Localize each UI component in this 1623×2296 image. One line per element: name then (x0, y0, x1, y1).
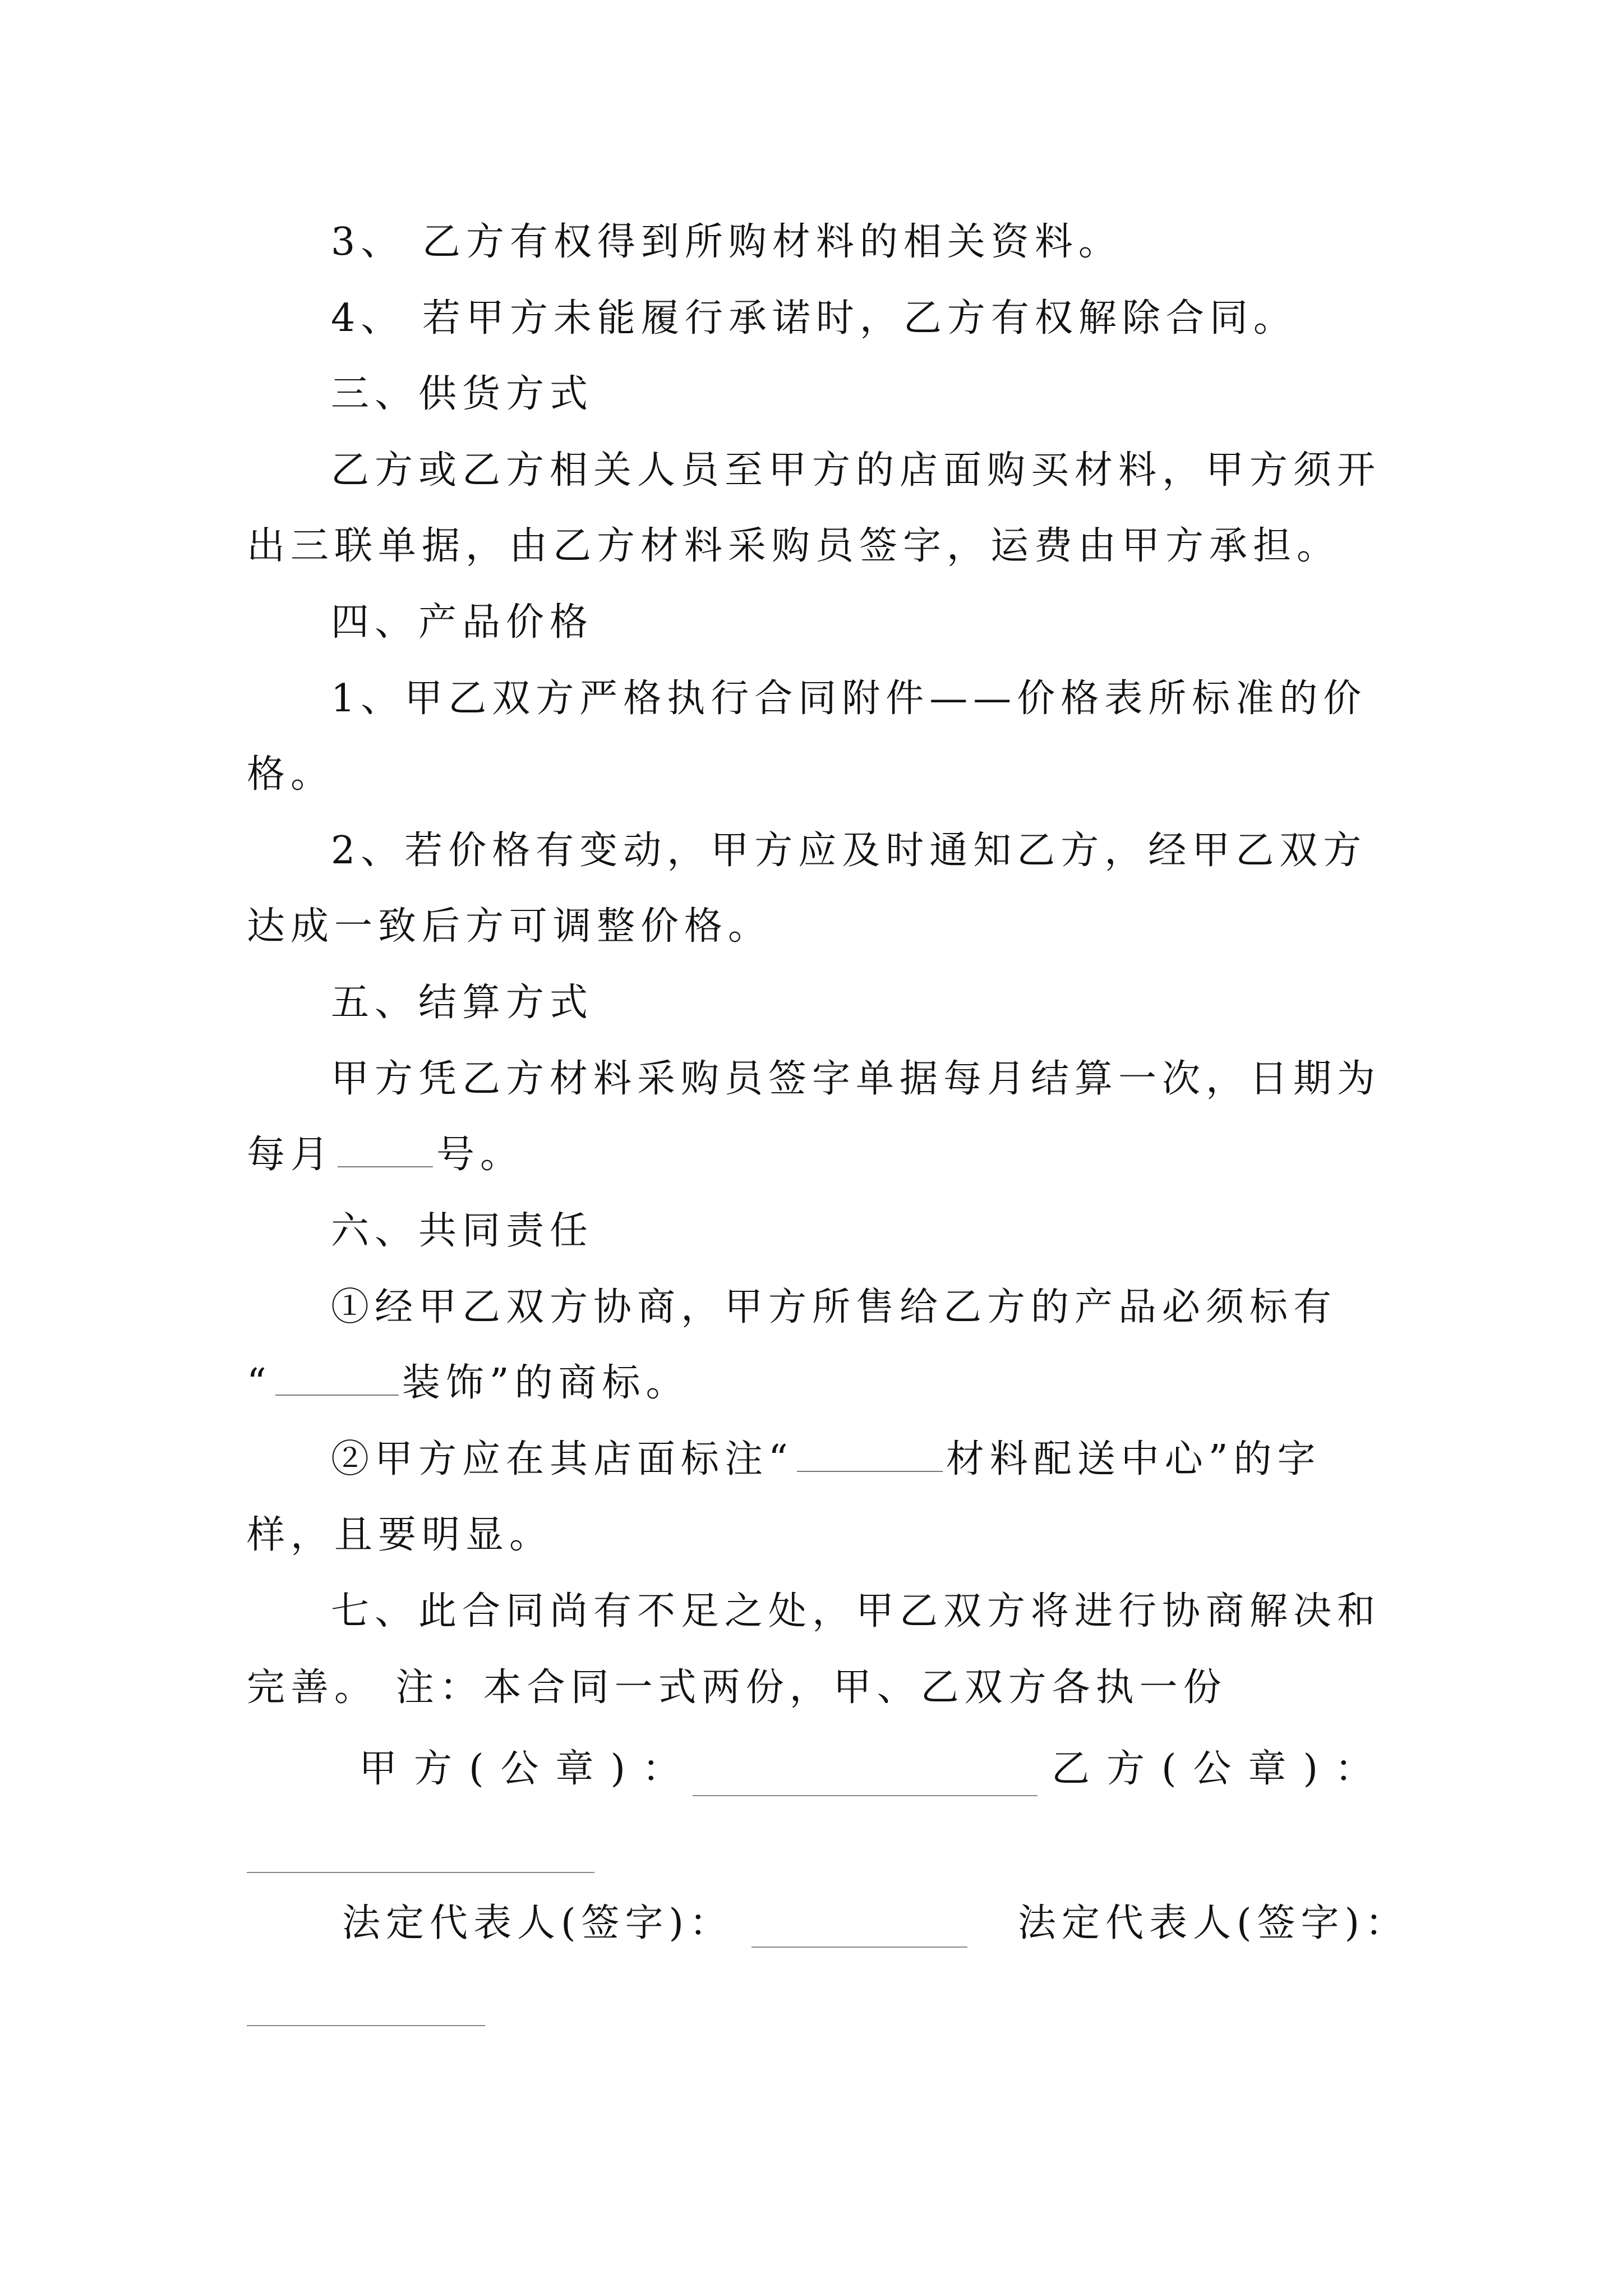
section-6-item1-line2-suffix: 装饰”的商标。 (402, 1361, 690, 1405)
item-3: 3、 乙方有权得到所购材料的相关资料。 (331, 220, 1122, 264)
section-6-heading: 六、共同责任 (331, 1209, 594, 1253)
section-5-para-line2-suffix: 号。 (436, 1133, 524, 1177)
settlement-day-blank (338, 1144, 433, 1167)
section-6-item1-line2-prefix: “ (247, 1361, 272, 1405)
section-4-heading: 四、产品价格 (331, 600, 594, 645)
section-6-item2-line1 (331, 1437, 1321, 1481)
party-a-rep-blank (751, 1947, 967, 1948)
section-5-para-line1: 甲方凭乙方材料采购员签字单据每月结算一次，日期为 (331, 1057, 1381, 1101)
section-4-item2-line2: 达成一致后方可调整价格。 (247, 904, 772, 949)
distribution-center-blank (797, 1448, 943, 1472)
section-6-item2-line1-prefix: ②甲方应在其店面标注“ (331, 1437, 794, 1481)
section-6-item2-line2: 样，且要明显。 (247, 1513, 554, 1557)
section-7-line1: 七、此合同尚有不足之处，甲乙双方将进行协商解决和 (331, 1589, 1381, 1634)
party-b-seal-label: 乙方(公章)： (1052, 1747, 1390, 1791)
party-b-rep-blank (247, 2025, 485, 2026)
section-6-item2-line1-suffix: 材料配送中心”的字 (946, 1437, 1321, 1481)
party-b-rep-label: 法定代表人(签字)： (1018, 1901, 1409, 1945)
party-b-seal-blank (247, 1872, 594, 1873)
section-5-para-line2-prefix: 每月 (247, 1133, 335, 1177)
party-a-seal-label: 甲方(公章)： (359, 1747, 698, 1791)
section-5-para-line2 (247, 1133, 524, 1177)
section-3-para-line1: 乙方或乙方相关人员至甲方的店面购买材料，甲方须开 (331, 448, 1381, 493)
section-4-item1-line1: 1、甲乙双方严格执行合同附件——价格表所标准的价 (331, 677, 1367, 721)
party-a-rep-label: 法定代表人(签字)： (342, 1901, 734, 1945)
section-3-heading: 三、供货方式 (331, 372, 594, 416)
section-4-item1-line2: 格。 (247, 752, 335, 797)
section-6-item1-line1: ①经甲乙双方协商，甲方所售给乙方的产品必须标有 (331, 1285, 1338, 1329)
item-4: 4、 若甲方未能履行承诺时，乙方有权解除合同。 (331, 296, 1297, 341)
section-5-heading: 五、结算方式 (331, 981, 594, 1025)
section-7-line2: 完善。 注：本合同一式两份，甲、乙双方各执一份 (247, 1665, 1227, 1710)
section-4-item2-line1: 2、若价格有变动，甲方应及时通知乙方，经甲乙双方 (331, 829, 1367, 873)
trademark-blank (275, 1372, 399, 1396)
party-a-seal-blank (693, 1795, 1038, 1796)
section-6-item1-line2 (247, 1361, 690, 1405)
section-3-para-line2: 出三联单据，由乙方材料采购员签字，运费由甲方承担。 (247, 524, 1341, 568)
